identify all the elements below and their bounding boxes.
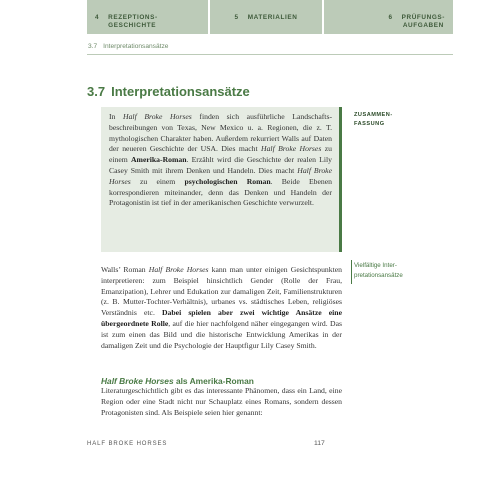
- body-paragraph-2: Literaturgeschichtlich gibt es das interessante Phänomen, dass ein Land, eine Region oder eine Stadt nicht nur Schauplatz eines Romans, sondern dessen Protagonisten sind. Als Beispiele seien hier genannt:: [101, 386, 342, 417]
- breadcrumb-title: Interpretationsansätze: [103, 43, 169, 50]
- tab-rezeptionsgeschichte[interactable]: [87, 0, 208, 34]
- margin-note: Vielfältige Inter- pretationsansätze: [354, 262, 403, 279]
- tab-label: PRÜFUNGS- AUFGABEN: [401, 14, 446, 29]
- chapter-tabs: [87, 0, 453, 34]
- section-title: Interpretationsansätze: [111, 84, 250, 99]
- subsection-heading: Half Broke Horses als Amerika-Roman: [101, 376, 254, 386]
- summary-margin-label: ZUSAMMEN- FASSUNG: [354, 112, 393, 127]
- tab-number: 5: [234, 14, 239, 21]
- tab-label: MATERIALIEN: [247, 14, 298, 21]
- body-paragraph-1: Walls’ Roman Half Broke Horses kann man unter einigen Gesichtspunkten interpretieren: zum Beispiel hinsichtlich Gender (Rolle der Frau, Emanzipation), Lehrer und Edukation zur damaligen Zeit, Familienstrukturen (z. B. Mutter-Tochter-Verhältnis), urbanes vs. städtisches Leben, religiöses Verständnis etc. Dabei spielen aber zwei wichtige Ansätze eine übergeordnete Rolle, auf die hier nachfolgend näher eingegangen wird. Das ist zum einen das Bild und die historische Entwicklung Amerikas in der damaligen Zeit und die Psychologie der Hauptfigur Lily Casey Smith.: [101, 265, 343, 350]
- section-number: 3.7: [87, 84, 106, 99]
- breadcrumb-number: 3.7: [88, 43, 98, 50]
- tab-materialien[interactable]: [210, 0, 323, 34]
- page-number: 117: [314, 440, 325, 447]
- tab-label: REZEPTIONS- GESCHICHTE: [108, 14, 158, 29]
- summary-accent-bar: [339, 107, 342, 252]
- section-heading: [87, 84, 250, 99]
- breadcrumb: [88, 43, 168, 50]
- tab-number: 6: [388, 14, 393, 21]
- summary-text: In Half Broke Horses finden sich ausführliche Landschaftsbeschreibungen von Texas, New Mexico u. a. Regionen, die z. T. mythologischen Charakter haben. Außerdem rekurriert Walls auf Daten der neueren Geschichte der USA. Dies macht Half Broke Horses zu einem Amerika-Roman. Erzählt wird die Geschichte der realen Lily Casey Smith mit ihrem Denken und Handeln. Dies macht Half Broke Horses zu einem psychologischen Roman. Beide Ebenen korrespondieren miteinander, denn das Denken und Handeln der Protagonistin ist tief in der amerikanischen Geschichte verwurzelt.: [109, 112, 333, 208]
- tab-pruefungsaufgaben[interactable]: [324, 0, 453, 34]
- margin-note-rule: [351, 260, 352, 284]
- header-divider: [87, 54, 453, 55]
- footer-book-title: HALF BROKE HORSES: [87, 441, 168, 447]
- tab-number: 4: [95, 14, 100, 21]
